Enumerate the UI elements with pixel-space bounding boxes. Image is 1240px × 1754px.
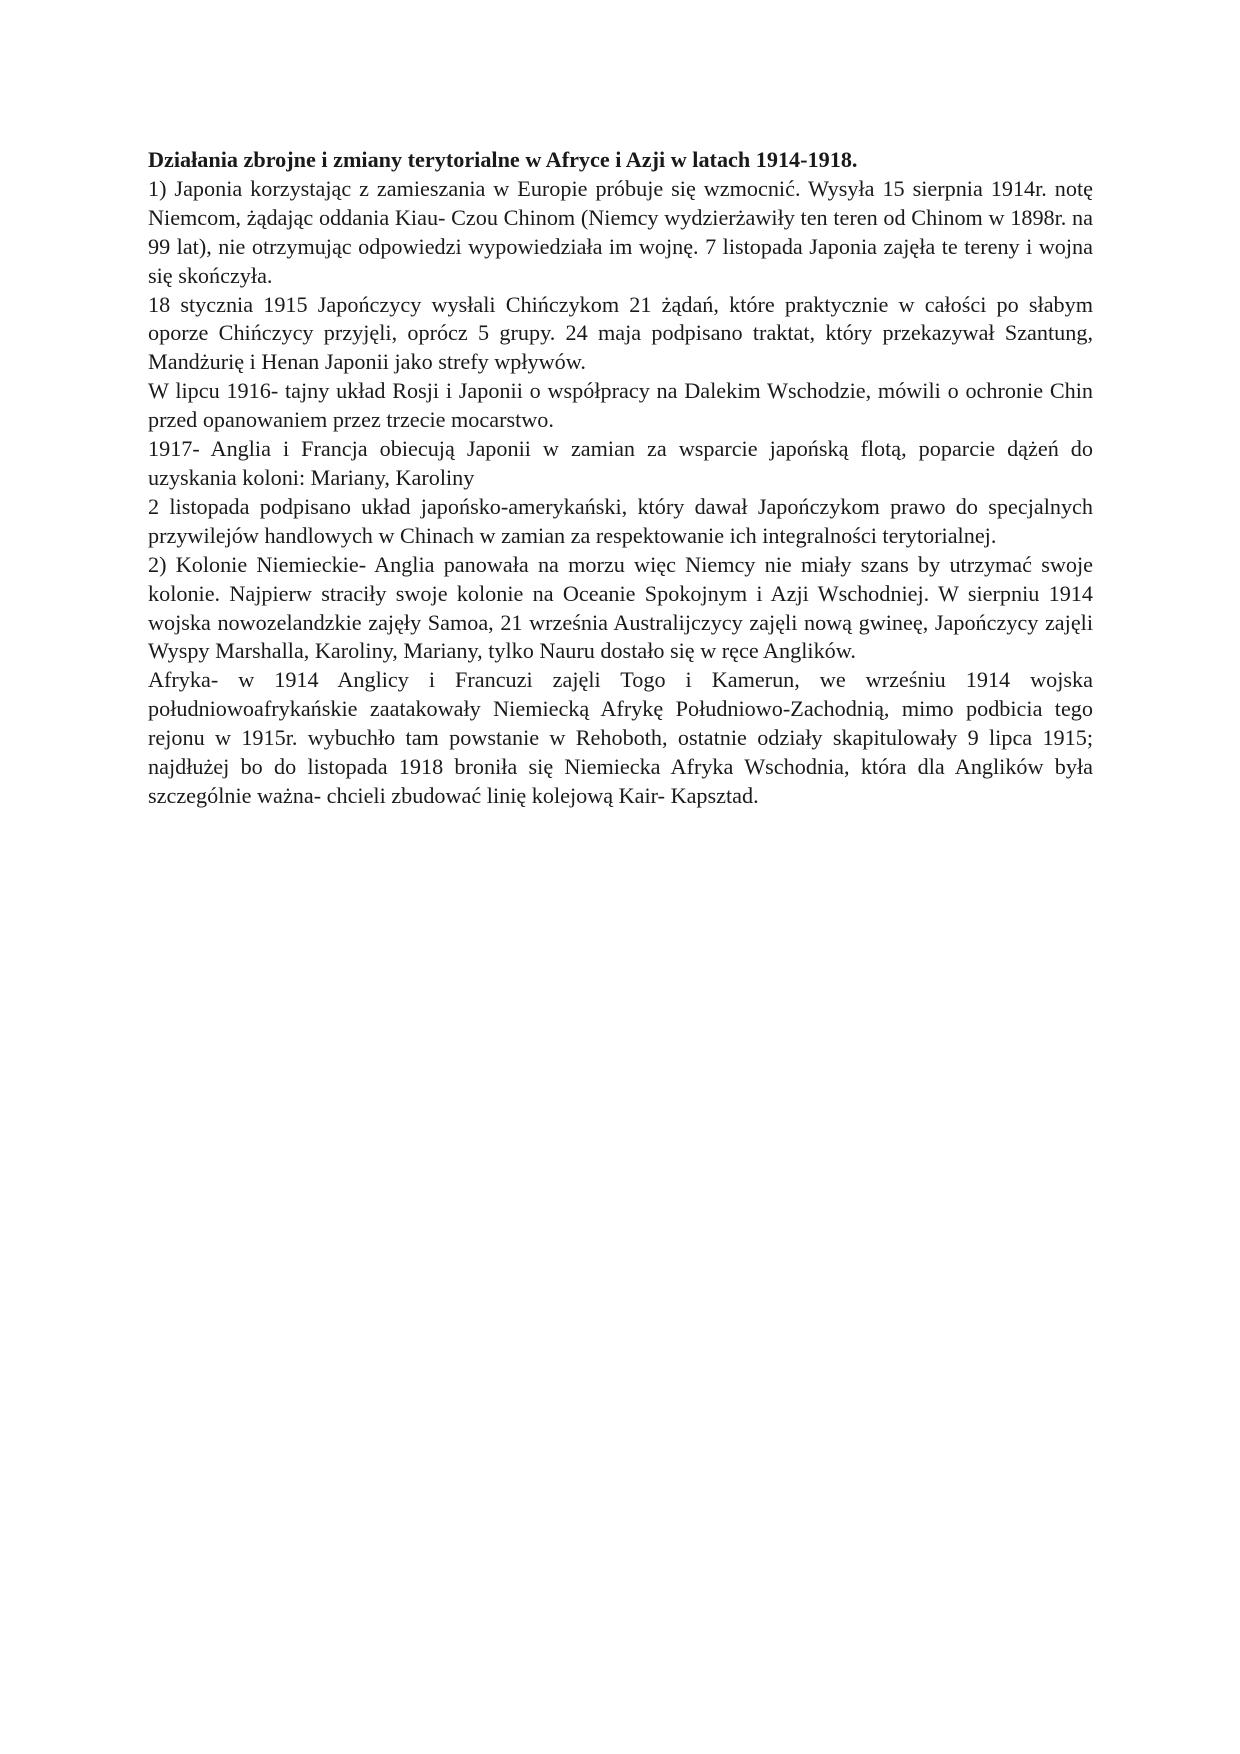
document-body [148, 146, 1093, 811]
paragraph-russia-japan-pact: W lipcu 1916- tajny układ Rosji i Japonii o współpracy na Dalekim Wschodzie, mówili o ochronie Chin przed opanowaniem przez trzecie mocarstwo. [148, 378, 1093, 433]
paragraph-lansing-ishii: 2 listopada podpisano układ japońsko-amerykański, który dawał Japończykom prawo do specjalnych przywilejów handlowych w Chinach w zamian za respektowanie ich integralności terytorialnej. [148, 493, 1093, 548]
paragraph-21-demands: 18 stycznia 1915 Japończycy wysłali Chińczykom 21 żądań, które praktycznie w całości po słabym oporze Chińczycy przyjęli, oprócz 5 grupy. 24 maja podpisano traktat, który przekazywał Szantung, Mandżurię i Henan Japonii jako strefy wpływów. [148, 291, 1093, 375]
paragraph-german-colonies: 2) Kolonie Niemieckie- Anglia panowała na morzu więc Niemcy nie miały szans by utrzymać swoje kolonie. Najpierw straciły swoje kolonie na Oceanie Spokojnym i Azji Wschodniej. W sierpniu 1914 wojska nowozelandzkie zajęły Samoa, 21 września Australijczycy zajęli nową gwineę, Japończycy zajęli Wyspy Marshalla, Karoliny, Mariany, tylko Nauru dostało się w ręce Anglików. [148, 551, 1093, 664]
paragraph-japan-war: 1) Japonia korzystając z zamieszania w Europie próbuje się wzmocnić. Wysyła 15 sierpnia 1914r. notę Niemcom, żądając oddania Kiau- Czou Chinom (Niemcy wydzierżawiły ten teren od Chinom w 1898r. na 99 lat), nie otrzymując odpowiedzi wypowiedziała im wojnę. 7 listopada Japonia zajęła te tereny i wojna się skończyła. [148, 175, 1093, 288]
paragraph-africa: Afryka- w 1914 Anglicy i Francuzi zajęli Togo i Kamerun, we wrześniu 1914 wojska południowoafrykańskie zaatakowały Niemiecką Afrykę Południowo-Zachodnią, mimo podbicia tego rejonu w 1915r. wybuchło tam powstanie w Rehoboth, ostatnie odziały skapitulowały 9 lipca 1915; najdłużej bo do listopada 1918 broniła się Niemiecka Afryka Wschodnia, która dla Anglików była szczególnie ważna- chcieli zbudować linię kolejową Kair- Kapsztad. [148, 667, 1093, 808]
paragraph-1917-promise: 1917- Anglia i Francja obiecują Japonii w zamian za wsparcie japońską flotą, poparcie dążeń do uzyskania koloni: Mariany, Karoliny [148, 436, 1093, 490]
document-title: Działania zbrojne i zmiany terytorialne w Afryce i Azji w latach 1914-1918. [148, 147, 858, 172]
